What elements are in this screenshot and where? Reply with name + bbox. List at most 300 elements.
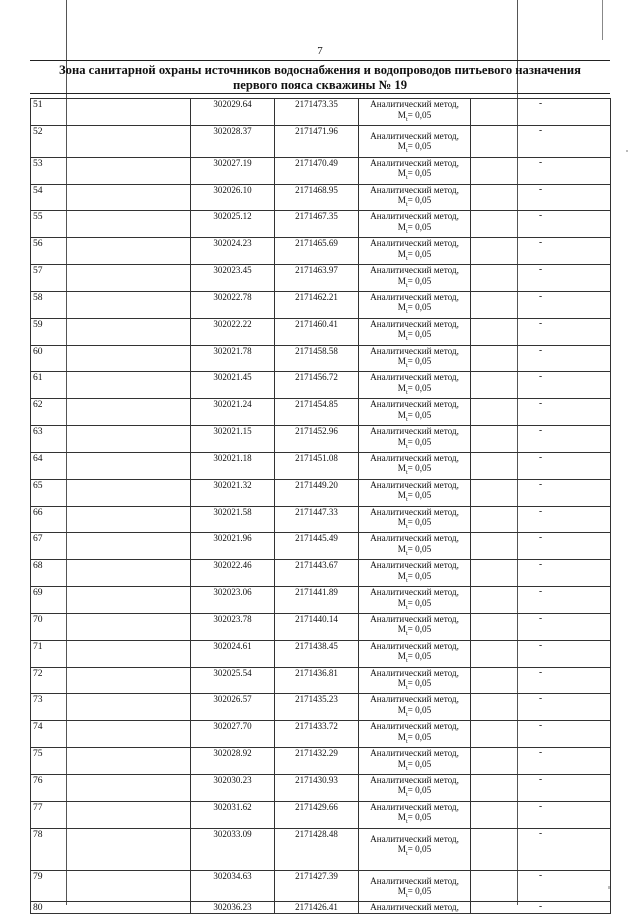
- method-subscript: t: [405, 711, 408, 718]
- method-cell: [359, 667, 471, 694]
- dash-cell: -: [471, 640, 611, 667]
- table-row: [31, 748, 611, 775]
- dash-cell: -: [471, 157, 611, 184]
- method-subscript: t: [405, 282, 408, 289]
- scan-speck: [626, 150, 628, 152]
- table-row: [31, 828, 611, 870]
- method-cell: [359, 902, 471, 914]
- table-row: [31, 533, 611, 560]
- method-symbol: M: [397, 886, 406, 897]
- method-value: = 0,05: [407, 517, 432, 528]
- method-subscript: t: [405, 201, 408, 208]
- method-subscript: t: [405, 116, 408, 123]
- scan-edge-mark: [602, 0, 603, 40]
- method-cell: [359, 533, 471, 560]
- coord-x: 302029.64: [191, 99, 275, 126]
- coord-y: 2171435.23: [275, 694, 359, 721]
- point-number: 55: [31, 211, 191, 238]
- coord-y: 2171452.96: [275, 426, 359, 453]
- coord-y: 2171460.41: [275, 318, 359, 345]
- coord-y: 2171430.93: [275, 774, 359, 801]
- method-cell: [359, 640, 471, 667]
- coord-x: 302023.45: [191, 265, 275, 292]
- coord-x: 302025.12: [191, 211, 275, 238]
- method-value: = 0,05: [407, 758, 432, 769]
- method-subscript: t: [405, 470, 408, 477]
- dash-cell: -: [471, 560, 611, 587]
- dash-cell: -: [471, 99, 611, 126]
- method-line-2: [359, 785, 470, 800]
- method-line-2: [359, 383, 470, 398]
- method-line-1: Аналитический метод,: [370, 345, 459, 356]
- coord-y: 2171427.39: [275, 870, 359, 902]
- method-line-1: Аналитический метод,: [370, 184, 459, 195]
- method-value: = 0,05: [407, 785, 432, 796]
- coord-x: 302031.62: [191, 801, 275, 828]
- coord-x: 302021.45: [191, 372, 275, 399]
- method-value: = 0,05: [407, 221, 432, 232]
- coord-x: 302028.37: [191, 125, 275, 157]
- coord-x: 302028.92: [191, 748, 275, 775]
- method-value: = 0,05: [407, 490, 432, 501]
- point-number: 51: [31, 99, 191, 126]
- method-line-2: [359, 678, 470, 693]
- method-line-1: Аналитический метод,: [370, 667, 459, 678]
- dash-cell: -: [471, 479, 611, 506]
- method-value: = 0,05: [407, 678, 432, 689]
- point-number: 53: [31, 157, 191, 184]
- method-line-1: Аналитический метод,: [370, 99, 459, 109]
- method-line-1: Аналитический метод,: [370, 613, 459, 624]
- table-row: [31, 870, 611, 902]
- method-cell: [359, 399, 471, 426]
- method-line-1: Аналитический метод,: [370, 211, 459, 222]
- method-subscript: t: [405, 389, 408, 396]
- method-cell: [359, 345, 471, 372]
- method-value: = 0,05: [407, 356, 432, 367]
- coord-x: 302024.61: [191, 640, 275, 667]
- method-cell: [359, 211, 471, 238]
- method-line-2: [359, 844, 470, 859]
- dash-cell: -: [471, 721, 611, 748]
- coord-x: 302021.32: [191, 479, 275, 506]
- method-value: = 0,05: [407, 844, 432, 855]
- coord-y: 2171428.48: [275, 828, 359, 870]
- method-line-2: [359, 705, 470, 720]
- method-subscript: t: [405, 738, 408, 745]
- method-line-1: Аналитический метод,: [370, 748, 459, 759]
- method-line-1: Аналитический метод,: [370, 506, 459, 517]
- point-number: 73: [31, 694, 191, 721]
- method-line-1: Аналитический метод,: [370, 560, 459, 571]
- method-line-2: [359, 732, 470, 747]
- method-value: = 0,05: [407, 624, 432, 635]
- method-symbol: M: [397, 678, 406, 689]
- point-number: 80: [31, 902, 191, 914]
- point-number: 57: [31, 265, 191, 292]
- point-number: 74: [31, 721, 191, 748]
- point-number: 59: [31, 318, 191, 345]
- method-cell: [359, 318, 471, 345]
- table-row: [31, 560, 611, 587]
- dash-cell: -: [471, 125, 611, 157]
- method-cell: [359, 99, 471, 126]
- coord-y: 2171454.85: [275, 399, 359, 426]
- method-symbol: M: [397, 624, 406, 635]
- method-subscript: t: [405, 658, 408, 665]
- method-value: = 0,05: [407, 141, 432, 152]
- method-subscript: t: [405, 228, 408, 235]
- coord-x: 302023.78: [191, 613, 275, 640]
- method-symbol: M: [397, 436, 406, 447]
- dash-cell: -: [471, 828, 611, 870]
- coord-x: 302022.78: [191, 291, 275, 318]
- method-line-2: [359, 812, 470, 827]
- coord-y: 2171458.58: [275, 345, 359, 372]
- method-line-2: [359, 141, 470, 156]
- table-row: [31, 774, 611, 801]
- table-row: [31, 399, 611, 426]
- point-number: 64: [31, 452, 191, 479]
- coord-y: 2171468.95: [275, 184, 359, 211]
- coord-y: 2171438.45: [275, 640, 359, 667]
- method-cell: [359, 479, 471, 506]
- table-row: [31, 479, 611, 506]
- coord-y: 2171426.41: [275, 902, 359, 914]
- method-symbol: M: [397, 109, 406, 120]
- method-value: = 0,05: [407, 704, 432, 715]
- table-row: [31, 265, 611, 292]
- method-symbol: M: [397, 490, 406, 501]
- table-row: [31, 238, 611, 265]
- method-symbol: M: [397, 248, 406, 259]
- dash-cell: -: [471, 506, 611, 533]
- dash-cell: -: [471, 238, 611, 265]
- coord-y: 2171449.20: [275, 479, 359, 506]
- method-line-1: Аналитический метод,: [370, 399, 459, 410]
- method-symbol: M: [397, 463, 406, 474]
- coord-x: 302027.19: [191, 157, 275, 184]
- coord-y: 2171436.81: [275, 667, 359, 694]
- coord-y: 2171456.72: [275, 372, 359, 399]
- method-line-2: [359, 195, 470, 210]
- point-number: 63: [31, 426, 191, 453]
- method-line-1: Аналитический метод,: [370, 130, 459, 141]
- method-subscript: t: [405, 309, 408, 316]
- table-row: [31, 184, 611, 211]
- table-row: [31, 372, 611, 399]
- dash-cell: -: [471, 291, 611, 318]
- dash-cell: -: [471, 748, 611, 775]
- coord-y: 2171433.72: [275, 721, 359, 748]
- method-cell: [359, 157, 471, 184]
- dash-cell: -: [471, 694, 611, 721]
- method-symbol: M: [397, 704, 406, 715]
- method-line-2: [359, 544, 470, 559]
- method-cell: [359, 870, 471, 902]
- table-row: [31, 801, 611, 828]
- method-symbol: M: [397, 597, 406, 608]
- method-subscript: t: [405, 497, 408, 504]
- method-subscript: t: [405, 175, 408, 182]
- method-line-2: [359, 356, 470, 371]
- method-symbol: M: [397, 409, 406, 420]
- dash-cell: -: [471, 372, 611, 399]
- point-number: 58: [31, 291, 191, 318]
- coord-x: 302036.23: [191, 902, 275, 914]
- dash-cell: -: [471, 533, 611, 560]
- method-symbol: M: [397, 302, 406, 313]
- point-number: 62: [31, 399, 191, 426]
- method-value: = 0,05: [407, 597, 432, 608]
- coord-x: 302027.70: [191, 721, 275, 748]
- table-row: [31, 125, 611, 157]
- method-value: = 0,05: [407, 812, 432, 823]
- coord-y: 2171429.66: [275, 801, 359, 828]
- dash-cell: -: [471, 399, 611, 426]
- page-number: 7: [317, 45, 323, 57]
- method-cell: [359, 452, 471, 479]
- method-symbol: M: [397, 570, 406, 581]
- method-line-2: [359, 517, 470, 532]
- method-symbol: M: [397, 731, 406, 742]
- method-subscript: t: [405, 577, 408, 584]
- table-row: [31, 318, 611, 345]
- method-symbol: M: [397, 785, 406, 796]
- method-symbol: M: [397, 329, 406, 340]
- coord-y: 2171441.89: [275, 587, 359, 614]
- table-row: [31, 426, 611, 453]
- method-subscript: t: [405, 362, 408, 369]
- method-symbol: M: [397, 275, 406, 286]
- method-line-1: Аналитический метод,: [370, 875, 459, 886]
- dash-cell: -: [471, 211, 611, 238]
- point-number: 70: [31, 613, 191, 640]
- point-number: 76: [31, 774, 191, 801]
- method-value: = 0,05: [407, 329, 432, 340]
- method-cell: [359, 125, 471, 157]
- coord-y: 2171440.14: [275, 613, 359, 640]
- method-cell: [359, 694, 471, 721]
- title-line-2: первого пояса скважины № 19: [233, 78, 407, 92]
- method-subscript: t: [405, 336, 408, 343]
- method-subscript: t: [405, 523, 408, 530]
- method-cell: [359, 774, 471, 801]
- method-cell: [359, 828, 471, 870]
- table-row: [31, 99, 611, 126]
- method-value: = 0,05: [407, 886, 432, 897]
- point-number: 75: [31, 748, 191, 775]
- point-number: 65: [31, 479, 191, 506]
- dash-cell: -: [471, 774, 611, 801]
- method-symbol: M: [397, 168, 406, 179]
- method-line-2: [359, 463, 470, 478]
- point-number: 67: [31, 533, 191, 560]
- method-symbol: M: [397, 651, 406, 662]
- method-line-2: [359, 624, 470, 639]
- method-cell: [359, 721, 471, 748]
- method-cell: [359, 560, 471, 587]
- table-row: [31, 157, 611, 184]
- method-subscript: t: [405, 792, 408, 799]
- dash-cell: -: [471, 902, 611, 914]
- method-subscript: t: [405, 550, 408, 557]
- coord-y: 2171443.67: [275, 560, 359, 587]
- coord-x: 302024.23: [191, 238, 275, 265]
- method-value: = 0,05: [407, 463, 432, 474]
- method-symbol: M: [397, 844, 406, 855]
- method-cell: [359, 613, 471, 640]
- method-subscript: t: [405, 443, 408, 450]
- method-value: = 0,05: [407, 382, 432, 393]
- title-line-1: Зона санитарной охраны источников водоснабжения и водопроводов питьевого назначения: [59, 63, 581, 77]
- document-title: [30, 60, 610, 94]
- method-symbol: M: [397, 141, 406, 152]
- dash-cell: -: [471, 426, 611, 453]
- method-subscript: t: [405, 892, 408, 899]
- method-line-1: Аналитический метод,: [370, 533, 459, 544]
- method-subscript: t: [405, 255, 408, 262]
- coord-y: 2171451.08: [275, 452, 359, 479]
- method-subscript: t: [405, 765, 408, 772]
- method-line-1: Аналитический метод,: [370, 238, 459, 249]
- method-symbol: M: [397, 543, 406, 554]
- table-row: [31, 506, 611, 533]
- table-row: [31, 694, 611, 721]
- method-subscript: t: [405, 819, 408, 826]
- method-cell: [359, 426, 471, 453]
- table-row: [31, 587, 611, 614]
- method-subscript: t: [405, 416, 408, 423]
- method-value: = 0,05: [407, 570, 432, 581]
- method-line-2: [359, 110, 470, 125]
- method-cell: [359, 238, 471, 265]
- point-number: 54: [31, 184, 191, 211]
- method-subscript: t: [405, 631, 408, 638]
- method-line-2: [359, 490, 470, 505]
- method-line-2: [359, 276, 470, 291]
- method-symbol: M: [397, 195, 406, 206]
- method-line-1: Аналитический метод,: [370, 587, 459, 598]
- coord-x: 302022.46: [191, 560, 275, 587]
- coord-x: 302021.78: [191, 345, 275, 372]
- method-symbol: M: [397, 221, 406, 232]
- method-line-2: [359, 249, 470, 264]
- coord-x: 302021.24: [191, 399, 275, 426]
- method-line-2: [359, 651, 470, 666]
- dash-cell: -: [471, 587, 611, 614]
- dash-cell: -: [471, 667, 611, 694]
- coord-x: 302025.54: [191, 667, 275, 694]
- method-cell: [359, 372, 471, 399]
- coord-y: 2171463.97: [275, 265, 359, 292]
- dash-cell: -: [471, 613, 611, 640]
- method-line-1: Аналитический метод,: [370, 833, 459, 844]
- table-row: [31, 291, 611, 318]
- point-number: 79: [31, 870, 191, 902]
- coord-y: 2171432.29: [275, 748, 359, 775]
- coord-y: 2171465.69: [275, 238, 359, 265]
- coord-x: 302033.09: [191, 828, 275, 870]
- coord-y: 2171471.96: [275, 125, 359, 157]
- method-cell: [359, 748, 471, 775]
- point-number: 68: [31, 560, 191, 587]
- dash-cell: -: [471, 345, 611, 372]
- method-line-1: Аналитический метод,: [370, 265, 459, 276]
- method-subscript: t: [405, 850, 408, 857]
- method-symbol: M: [397, 356, 406, 367]
- point-number: 72: [31, 667, 191, 694]
- coord-x: 302021.15: [191, 426, 275, 453]
- method-symbol: M: [397, 382, 406, 393]
- point-number: 69: [31, 587, 191, 614]
- method-line-1: Аналитический метод,: [370, 291, 459, 302]
- method-line-2: [359, 437, 470, 452]
- table-row: [31, 721, 611, 748]
- point-number: 78: [31, 828, 191, 870]
- method-cell: [359, 291, 471, 318]
- point-number: 52: [31, 125, 191, 157]
- dash-cell: -: [471, 452, 611, 479]
- method-cell: [359, 801, 471, 828]
- dash-cell: -: [471, 184, 611, 211]
- method-value: = 0,05: [407, 195, 432, 206]
- method-line-1: Аналитический метод,: [370, 774, 459, 785]
- coord-x: 302021.96: [191, 533, 275, 560]
- method-line-2: [359, 886, 470, 901]
- coord-x: 302023.06: [191, 587, 275, 614]
- dash-cell: -: [471, 318, 611, 345]
- method-value: = 0,05: [407, 731, 432, 742]
- table-row: [31, 667, 611, 694]
- method-cell: [359, 587, 471, 614]
- point-number: 71: [31, 640, 191, 667]
- method-value: = 0,05: [407, 302, 432, 313]
- method-line-1: Аналитический метод,: [370, 157, 459, 168]
- method-symbol: M: [397, 517, 406, 528]
- method-cell: [359, 506, 471, 533]
- method-line-1: Аналитический метод,: [370, 721, 459, 732]
- method-value: = 0,05: [407, 543, 432, 554]
- table-row: [31, 613, 611, 640]
- coord-x: 302030.23: [191, 774, 275, 801]
- method-symbol: M: [397, 812, 406, 823]
- dash-cell: -: [471, 801, 611, 828]
- coord-y: 2171473.35: [275, 99, 359, 126]
- coord-x: 302022.22: [191, 318, 275, 345]
- method-subscript: t: [405, 604, 408, 611]
- method-line-1: Аналитический метод,: [370, 426, 459, 437]
- method-line-1: Аналитический метод,: [370, 372, 459, 383]
- method-subscript: t: [405, 148, 408, 155]
- point-number: 61: [31, 372, 191, 399]
- point-number: 60: [31, 345, 191, 372]
- coord-x: 302021.58: [191, 506, 275, 533]
- coordinates-table: [30, 98, 611, 914]
- coord-y: 2171462.21: [275, 291, 359, 318]
- method-cell: [359, 184, 471, 211]
- method-cell: [359, 265, 471, 292]
- table-row: [31, 211, 611, 238]
- method-line-2: [359, 759, 470, 774]
- method-value: = 0,05: [407, 275, 432, 286]
- coord-x: 302021.18: [191, 452, 275, 479]
- method-line-2: [359, 598, 470, 613]
- method-value: = 0,05: [407, 409, 432, 420]
- coord-y: 2171470.49: [275, 157, 359, 184]
- coord-x: 302034.63: [191, 870, 275, 902]
- coord-x: 302026.57: [191, 694, 275, 721]
